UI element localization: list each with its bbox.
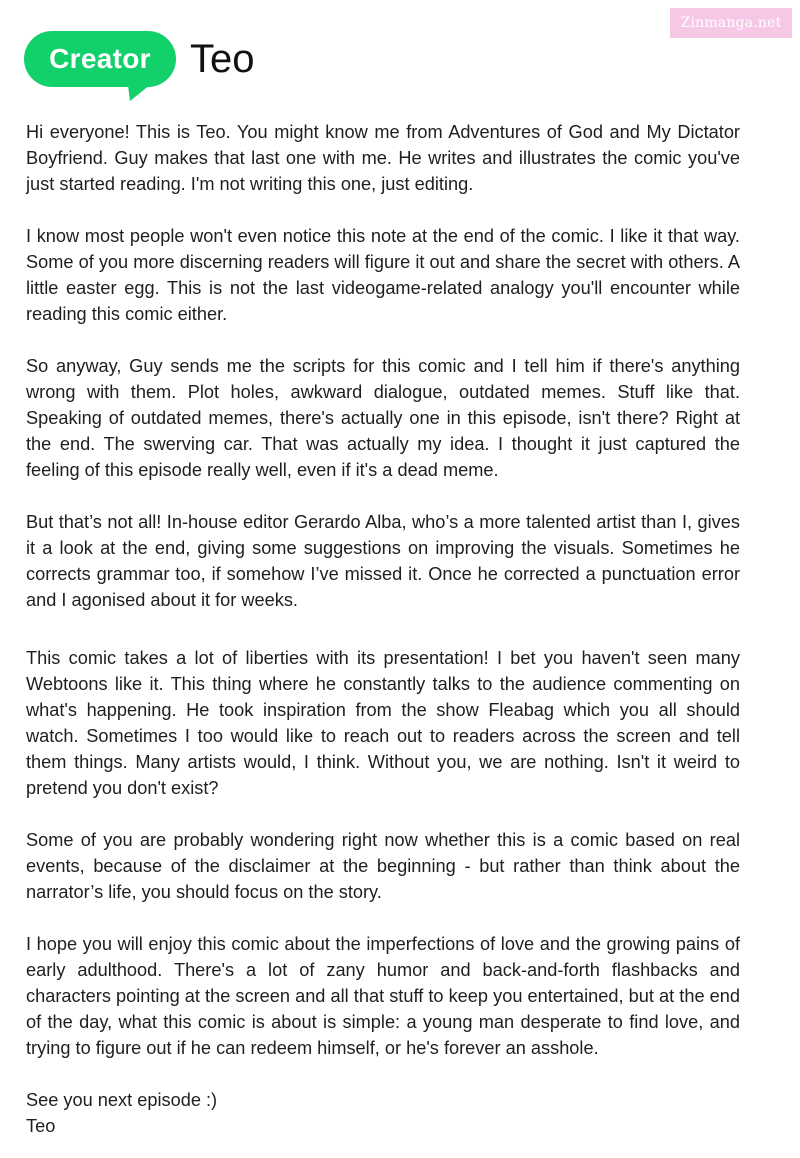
creator-badge-label: Creator <box>49 43 151 74</box>
signoff-signature: Teo <box>26 1116 56 1136</box>
creator-name: Teo <box>190 37 255 81</box>
paragraph-easter-egg: I know most people won't even notice this note at the end of the comic. I like it that way. Some of you more discerning readers will figure it out and share the secret with others. A little easter egg. This is not the last videogame-related analogy you'll encounter while reading this comic either. <box>26 226 740 324</box>
signoff <box>26 1087 740 1139</box>
creator-badge <box>24 31 176 87</box>
speech-bubble-tail <box>128 85 150 101</box>
watermark: Zinmanga.net <box>670 8 792 38</box>
paragraph-disclaimer: Some of you are probably wondering right now whether this is a comic based on real events, because of the disclaimer at the beginning - but rather than think about the narrator’s life, you should focus on the story. <box>26 830 740 902</box>
paragraph-scripts: So anyway, Guy sends me the scripts for this comic and I tell him if there's anything wrong with them. Plot holes, awkward dialogue, outdated memes. Stuff like that. Speaking of outdated memes, there's actually one in this episode, isn't there? Right at the end. The swerving car. That was actually my idea. I thought it just captured the feeling of this episode really well, even if it's a dead meme. <box>26 356 740 480</box>
signoff-line: See you next episode :) <box>26 1090 218 1110</box>
paragraph-enjoy: I hope you will enjoy this comic about the imperfections of love and the growing pains of early adulthood. There's a lot of zany humor and back-and-forth flashbacks and characters pointing at the screen and all that stuff to keep you entertained, but at the end of the day, what this comic is about is simple: a young man desperate to find love, and trying to figure out if he can redeem himself, or he's forever an asshole. <box>26 934 740 1058</box>
paragraph-intro: Hi everyone! This is Teo. You might know me from Adventures of God and My Dictator Boyfriend. Guy makes that last one with me. He writes and illustrates the comic you've just started reading. I'm not writing this one, just editing. <box>26 122 740 194</box>
paragraph-editor: But that’s not all! In-house editor Gerardo Alba, who’s a more talented artist than I, gives it a look at the end, giving some suggestions on improving the visuals. Sometimes he corrects grammar too, if somehow I’ve missed it. Once he corrected a punctuation error and I agonised about it for weeks. <box>26 512 740 610</box>
creator-header <box>24 31 255 87</box>
paragraph-presentation: This comic takes a lot of liberties with its presentation! I bet you haven't seen many Webtoons like it. This thing where he constantly talks to the audience commenting on what's happening. He took inspiration from the show Fleabag which you all should watch. Sometimes I too would like to reach out to readers across the screen and tell them things. Many artists would, I think. Without you, we are nothing. Isn't it weird to pretend you don't exist? <box>26 648 740 798</box>
creator-note-body <box>26 119 740 1139</box>
